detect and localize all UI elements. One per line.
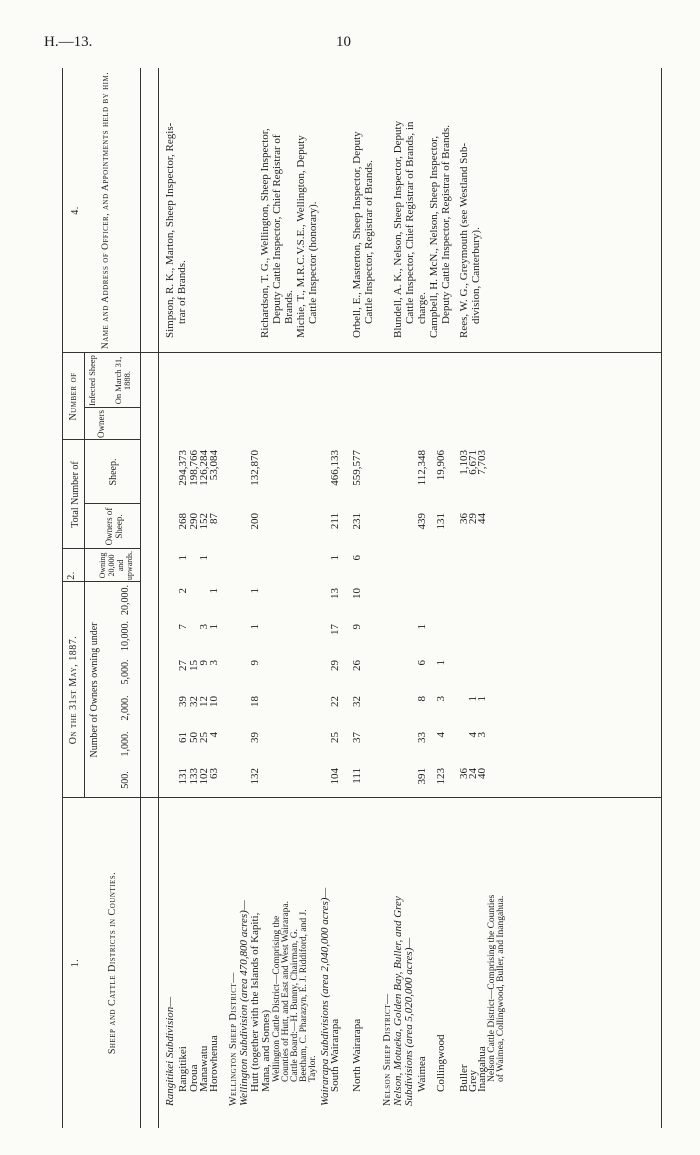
cell-sheep: 126,284	[198, 450, 210, 486]
cell-v5000: 9	[249, 660, 261, 666]
cell-v5000	[477, 660, 488, 690]
row-label: Rangitikei Subdivision—	[164, 996, 176, 1106]
size-5000: 5,000.	[120, 659, 131, 685]
cell-v2000: 39	[177, 696, 189, 707]
officer-line: Simpson, R. K., Marton, Sheep Inspector, Regis-	[164, 122, 176, 338]
cell-v500: 104	[329, 768, 341, 785]
cell-v20000up: 1	[198, 555, 210, 561]
owning-20000-label: Owning 20,000 and upwards.	[98, 550, 134, 581]
cell-v20000: 1	[249, 588, 261, 594]
cell-v5000: 26	[351, 660, 363, 671]
owners-under-label: Number of Owners owning under	[89, 622, 100, 758]
cell-v2000: 1	[467, 696, 479, 702]
cell-v5000: 15	[188, 660, 200, 671]
cell-v20000up	[417, 555, 428, 582]
cell-owners: 211	[329, 513, 341, 530]
cell-v2000: 32	[188, 696, 200, 707]
cell-v10000: 17	[329, 624, 341, 635]
cell-v2000: 22	[329, 696, 341, 707]
cell-v20000	[436, 588, 447, 618]
row-label: Cattle Board:—H. Bunny, Chairman, G.	[290, 929, 300, 1082]
row-label: Mana, and Somes)	[260, 1009, 272, 1092]
row-label: Inangahua	[476, 1046, 488, 1092]
cell-v20000up: 1	[329, 555, 341, 561]
cell-sheep: 19,906	[435, 450, 447, 481]
row-label: Oroua	[188, 1064, 200, 1092]
cell-v5000: 6	[416, 660, 428, 666]
cell-owners: 231	[351, 513, 363, 530]
cell-sheep: 132,870	[249, 450, 261, 486]
owners-of-sheep-label: Owners of Sheep.	[104, 507, 124, 546]
cell-owners: 87	[208, 513, 220, 524]
officer-line: Brands.	[283, 290, 295, 324]
row-label: Hutt (together with the Islands of Kapiti,	[249, 912, 261, 1092]
col4-num: 4.	[70, 206, 81, 215]
officer-line: Campbell, H. McN., Nelson, Sheep Inspector,	[428, 135, 440, 338]
cell-v1000: 39	[249, 732, 261, 743]
col4-title: Name and Address of Officer, and Appointments held by him.	[101, 71, 111, 350]
size-20000: 20,000.	[120, 585, 131, 615]
cell-v500: 36	[458, 768, 470, 779]
cell-v1000: 50	[188, 732, 200, 743]
cell-sheep: 7,703	[476, 450, 488, 475]
cell-v20000up: 1	[177, 555, 189, 561]
cell-v10000: 1	[416, 624, 428, 630]
cell-v20000	[477, 588, 488, 618]
cell-v10000: 9	[351, 624, 363, 630]
cell-v5000: 1	[435, 660, 447, 666]
cell-v500: 391	[416, 768, 428, 785]
table-bottom-rule	[661, 68, 662, 1128]
on-march-label: On March 31, 1888.	[113, 356, 132, 405]
page-number: 10	[336, 34, 351, 50]
row-label: Wairarapa Subdivisions (area 2,040,000 acres)—	[319, 887, 331, 1106]
cell-sheep: 1,103	[458, 450, 470, 475]
cell-owners: 200	[249, 513, 261, 530]
row-label: Wellington Sheep District—	[228, 972, 239, 1106]
cell-owners: 29	[467, 513, 479, 524]
officer-line: Cattle Inspector, Chief Registrar of Brands, in	[404, 121, 416, 324]
cell-owners: 152	[198, 513, 210, 530]
cell-v500: 133	[188, 768, 200, 785]
total-number-label: Total Number of	[70, 461, 81, 528]
officer-line: Cattle Inspector, Registrar of Brands.	[363, 160, 375, 324]
row-label: North Wairarapa	[351, 1018, 363, 1092]
col2-num: 2.	[66, 571, 77, 580]
size-10000: 10,000.	[120, 621, 131, 651]
cell-v2000: 10	[208, 696, 220, 707]
size-1000: 1,000.	[120, 731, 131, 757]
officer-line: Richardson, T. G., Wellington, Sheep Inspector,	[259, 128, 271, 338]
officer-line: charge.	[416, 292, 428, 324]
officer-line: Cattle Inspector (honorary).	[307, 201, 319, 324]
size-2000: 2,000.	[120, 695, 131, 721]
officer-line: division, Canterbury).	[470, 227, 482, 324]
row-label: Collingwood	[435, 1034, 447, 1092]
cell-v1000: 4	[467, 732, 479, 738]
cell-v1000: 4	[208, 732, 220, 738]
row-label: South Wairarapa	[329, 1018, 341, 1092]
header-rule-2	[158, 68, 159, 1128]
row-label: Subdivisions (area 5,020,000 acres)—	[403, 937, 415, 1106]
cell-v1000: 37	[351, 732, 363, 743]
cell-owners: 268	[177, 513, 189, 530]
number-of-label: Number of	[68, 372, 79, 421]
cell-owners: 44	[476, 513, 488, 524]
row-label: Wellington Cattle District—Comprising the	[272, 915, 282, 1082]
cell-v1000: 3	[476, 732, 488, 738]
cell-v20000up	[250, 555, 261, 582]
header-bottom-rule	[140, 68, 141, 1128]
cell-v10000	[477, 624, 488, 654]
cell-v10000: 1	[208, 624, 220, 630]
cell-v500: 132	[249, 768, 261, 785]
cell-v1000: 61	[177, 732, 189, 743]
cell-v20000: 10	[351, 588, 363, 599]
cell-owners: 131	[435, 513, 447, 530]
cell-sheep: 6,671	[467, 450, 479, 475]
officer-line: trar of Brands.	[176, 260, 188, 324]
cell-v20000up: 6	[351, 555, 363, 561]
row-label: of Waimea, Collingwood, Buller, and Inangahua.	[496, 895, 506, 1082]
col1-num: 1.	[70, 958, 81, 968]
officer-line: Rees, W. G., Greymouth (see Westland Sub-	[458, 142, 470, 338]
cell-owners: 290	[188, 513, 200, 530]
cell-sheep: 112,348	[416, 450, 428, 486]
cell-v500: 40	[476, 768, 488, 779]
cell-sheep: 559,577	[351, 450, 363, 486]
col1-title: Sheep and Cattle Districts in Counties.	[107, 871, 118, 1055]
row-label: Taylor.	[308, 1055, 318, 1082]
cell-v1000: 25	[329, 732, 341, 743]
row-label: Buller	[458, 1064, 470, 1092]
officer-line: Deputy Cattle Inspector, Chief Registrar of	[271, 134, 283, 324]
cell-v2000: 12	[198, 696, 210, 707]
cell-owners: 36	[458, 513, 470, 524]
cell-v2000: 18	[249, 696, 261, 707]
cell-v10000: 3	[198, 624, 210, 630]
cell-v1000: 25	[198, 732, 210, 743]
cell-v5000: 9	[198, 660, 210, 666]
row-label: Horowhenua	[208, 1035, 220, 1092]
cell-v10000: 7	[177, 624, 189, 630]
cell-v5000: 3	[208, 660, 220, 666]
cell-v5000: 27	[177, 660, 189, 671]
cell-v500: 111	[351, 768, 363, 784]
cell-v5000: 29	[329, 660, 341, 671]
cell-sheep: 466,133	[329, 450, 341, 486]
cell-v500: 123	[435, 768, 447, 785]
row-label: Counties of Hutt, and East and West Wairarapa.	[281, 901, 291, 1082]
cell-owners: 439	[416, 513, 428, 530]
divider-col3	[62, 352, 662, 353]
cell-v1000: 4	[435, 732, 447, 738]
cell-v20000up	[209, 555, 220, 582]
cell-sheep: 53,084	[208, 450, 220, 481]
row-label: Manawatu	[198, 1045, 210, 1092]
officer-line: Michie, T., M.R.C.V.S.E., Wellington, Deputy	[295, 135, 307, 338]
cell-v500: 63	[208, 768, 220, 779]
header-rule-totals	[84, 440, 85, 549]
infected-sheep-label: Infected Sheep	[87, 355, 97, 406]
cell-v1000: 33	[416, 732, 428, 743]
page-reference: H.—13.	[44, 34, 93, 50]
officer-line: Deputy Cattle Inspector, Registrar of Brands.	[440, 124, 452, 324]
header-rule-number-of	[84, 353, 85, 440]
row-label: Wellington Subdivision (area 470,800 acres)—	[238, 900, 250, 1106]
row-label: Nelson, Motueka, Golden Bay, Buller, and Grey	[392, 896, 404, 1106]
row-label: Nelson Cattle District—Comprising the Counties	[487, 894, 497, 1082]
cell-v20000: 1	[208, 588, 220, 594]
row-label: Grey	[467, 1070, 479, 1092]
cell-v2000: 3	[435, 696, 447, 702]
cell-v10000	[436, 624, 447, 654]
owners-label: Owners	[96, 410, 106, 438]
cell-v20000up	[436, 555, 447, 582]
officer-line: Orbell, E., Masterton, Sheep Inspector, Deputy	[351, 131, 363, 338]
cell-v20000up	[477, 555, 488, 582]
cell-v20000: 2	[177, 588, 189, 594]
cell-v10000: 1	[249, 624, 261, 630]
cell-v2000: 32	[351, 696, 363, 707]
cell-sheep: 198,766	[188, 450, 200, 486]
cell-v20000	[417, 588, 428, 618]
row-label: Waimea	[416, 1056, 428, 1092]
size-500: 500.	[120, 771, 131, 789]
cell-sheep: 294,373	[177, 450, 189, 486]
cell-v500: 24	[467, 768, 479, 779]
cell-v2000: 1	[476, 696, 488, 702]
col2-title: On the 31st May, 1887.	[68, 635, 79, 745]
cell-v20000: 13	[329, 588, 341, 599]
row-label: Rangitikei	[177, 1046, 189, 1092]
cell-v500: 131	[177, 768, 189, 785]
row-label: Nelson Sheep District—	[382, 993, 393, 1106]
table-top-rule	[62, 68, 63, 1128]
row-label: Beetham, C. Pharazyn, E. J. Riddiford, and J.	[299, 909, 309, 1082]
officer-line: Blundell, A. K., Nelson, Sheep Inspector, Deputy	[392, 120, 404, 338]
sheep-label: Sheep.	[108, 458, 119, 486]
rotated-table	[62, 68, 662, 1128]
cell-v500: 102	[198, 768, 210, 785]
cell-v2000: 8	[416, 696, 428, 702]
